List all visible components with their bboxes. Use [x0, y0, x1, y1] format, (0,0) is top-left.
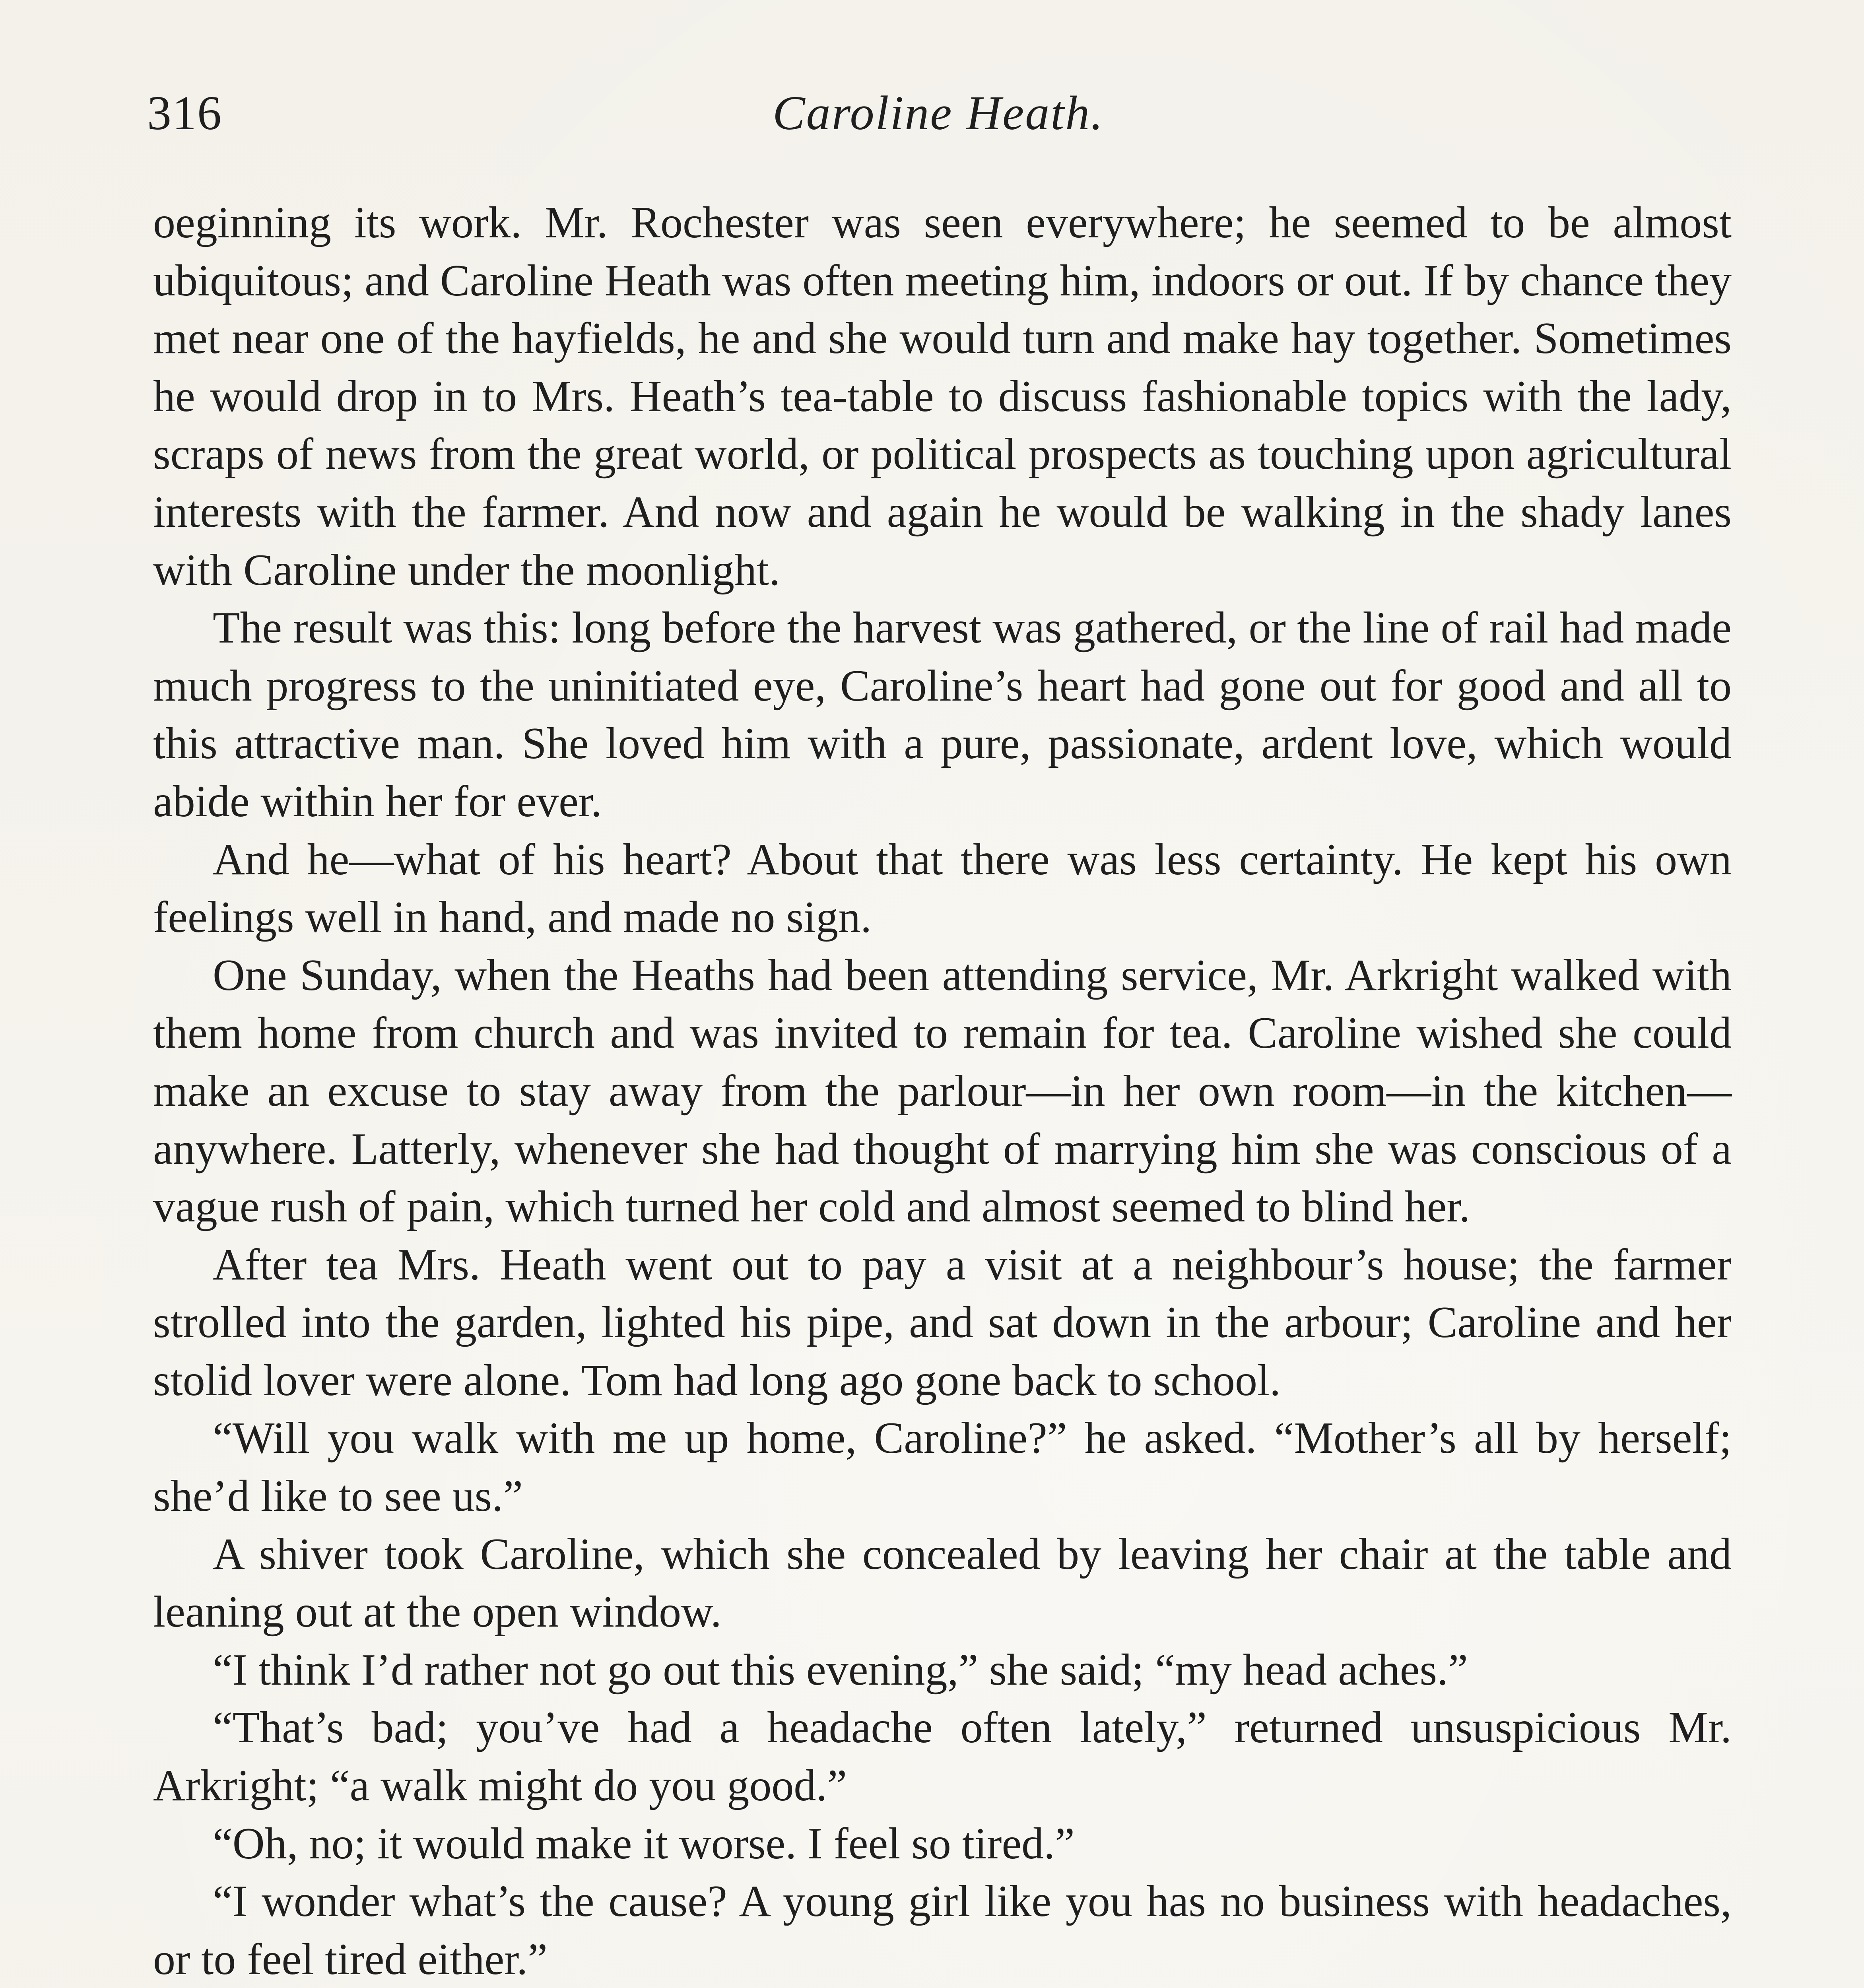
paragraph-3: And he—what of his heart? About that there was less certainty. He kept his own feelings well in hand, and made no sign. — [153, 835, 1732, 942]
paragraph-9: “That’s bad; you’ve had a headache often lately,” returned unsuspicious Mr. Arkright; “a walk might do you good.” — [153, 1703, 1732, 1811]
running-title: Caroline Heath. — [773, 86, 1104, 140]
paragraph-5: After tea Mrs. Heath went out to pay a visit at a neighbour’s house; the farmer strolled into the garden, lighted his pipe, and sat down in the arbour; Caroline and her stolid lover were alone. Tom had long ago gone back to school. — [153, 1240, 1732, 1405]
paragraph-2: The result was this: long before the harvest was gathered, or the line of rail had made much progress to the uninitiated eye, Caroline’s heart had gone out for good and all to this attractive man. She loved him with a pure, passionate, ardent love, which would abide within her for ever. — [153, 603, 1732, 826]
page-number: 316 — [147, 86, 222, 140]
paragraph-1: oeginning its work. Mr. Rochester was seen everywhere; he seemed to be almost ubiquitous; and Caroline Heath was often meeting him, indoors or out. If by chance they met near one of the hayfields, he and she would turn and make hay together. Sometimes he would drop in to Mrs. Heath’s tea-table to discuss fashionable topics with the lady, scraps of news from the great world, or political prospects as touching upon agricultural interests with the farmer. And now and again he would be walking in the shady lanes with Caroline under the moonlight. — [153, 198, 1732, 595]
paragraph-11: “I wonder what’s the cause? A young girl like you has no business with headaches, or to feel tired either.” — [153, 1877, 1732, 1984]
paragraph-10: “Oh, no; it would make it worse. I feel so tired.” — [213, 1819, 1075, 1868]
paragraph-8: “I think I’d rather not go out this evening,” she said; “my head aches.” — [213, 1645, 1468, 1695]
paragraph-7: A shiver took Caroline, which she concealed by leaving her chair at the table and leaning out at the open window. — [153, 1529, 1732, 1637]
paragraph-4: One Sunday, when the Heaths had been attending service, Mr. Arkright walked with them home from church and was invited to remain for tea. Caroline wished she could make an excuse to stay away from the parlour—in her own room—in the kitchen—anywhere. Latterly, whenever she had thought of marrying him she was conscious of a vague rush of pain, which turned her cold and almost seemed to blind her. — [153, 950, 1732, 1232]
body-text — [153, 194, 1732, 1988]
page-header — [147, 82, 1730, 145]
paragraph-6: “Will you walk with me up home, Caroline?” he asked. “Mother’s all by herself; she’d like to see us.” — [153, 1413, 1732, 1521]
